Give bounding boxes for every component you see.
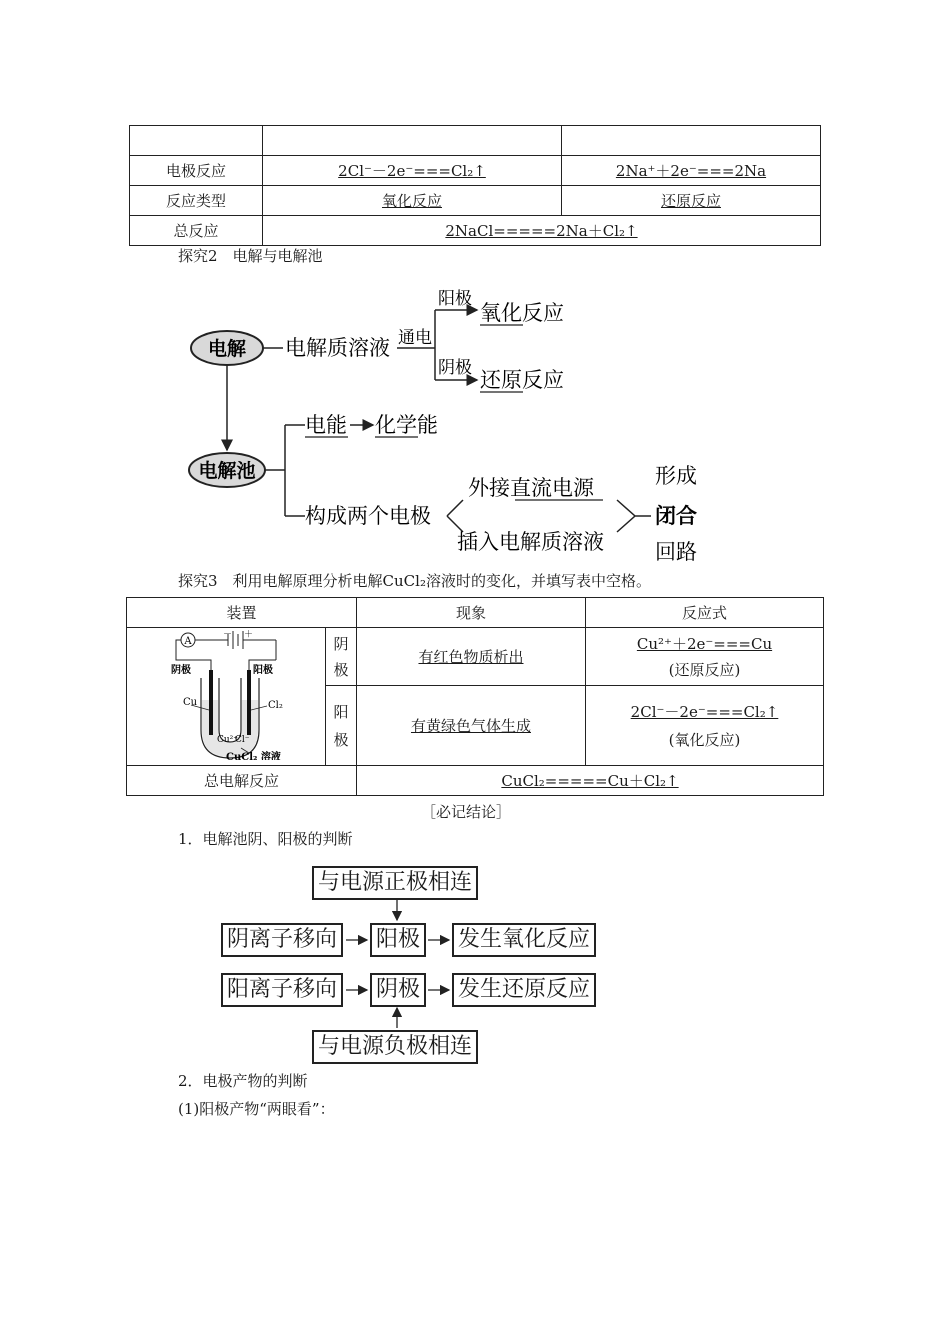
oxidation-box: 发生氧化反应 [452, 923, 596, 957]
svg-text:－: － [223, 629, 233, 640]
column-header: 反应式 [586, 598, 824, 628]
svg-text:阳极: 阳极 [253, 664, 273, 676]
table-cell [130, 126, 263, 156]
electrode-table [129, 125, 821, 246]
conclusion-subitem: (1)阳极产物“两眼看”： [178, 1100, 335, 1118]
table-cell [263, 126, 562, 156]
anode-box: 阳极 [370, 923, 426, 957]
energize-label: 通电 [398, 328, 432, 348]
reduction-label: 还原反应 [480, 368, 564, 392]
column-header: 现象 [357, 598, 586, 628]
svg-text:A: A [184, 635, 192, 647]
form-label: 形成 [655, 464, 697, 488]
total-label: 总电解反应 [127, 766, 357, 796]
svg-text:Cl₂: Cl₂ [268, 699, 283, 711]
anode-type: 氧化反应 [263, 186, 562, 216]
anode-phenomenon: 有黄绿色气体生成 [357, 686, 586, 766]
total-reaction: 2NaCl=====2Na＋Cl₂↑ [263, 216, 821, 246]
dc-source-label: 外接直流电源 [468, 476, 594, 500]
row-label: 反应类型 [130, 186, 263, 216]
two-electrodes-label: 构成两个电极 [305, 504, 431, 528]
svg-text:CuCl₂ 溶液: CuCl₂ 溶液 [226, 751, 281, 760]
row-label: 电极反应 [130, 156, 263, 186]
closed-label: 闭合 [655, 503, 697, 528]
conclusion-title: ［必记结论］ [421, 803, 512, 821]
electrode-label: 阴 极 [326, 628, 357, 686]
electrolysis-label: 电解 [207, 338, 247, 360]
svg-text:Cu²⁺: Cu²⁺ [217, 734, 239, 745]
electric-energy-label: 电能 [305, 413, 347, 437]
solution-label: 电解质溶液 [285, 336, 390, 360]
reduction-box: 发生还原反应 [452, 973, 596, 1007]
cathode-type: 还原反应 [562, 186, 821, 216]
row-label: 总反应 [130, 216, 263, 246]
apparatus-cell [127, 628, 326, 766]
total-equation: CuCl₂=====Cu＋Cl₂↑ [357, 766, 824, 796]
oxidation-label: 氧化反应 [480, 301, 564, 325]
table-cell [562, 126, 821, 156]
cathode-label: 阴极 [438, 358, 472, 378]
cell-label: 电解池 [198, 460, 256, 482]
cation-box: 阳离子移向 [221, 973, 343, 1007]
anode-label: 阳极 [438, 289, 472, 309]
anion-box: 阴离子移向 [221, 923, 343, 957]
electrode-label: 阳 极 [326, 686, 357, 766]
cathode-phenomenon: 有红色物质析出 [357, 628, 586, 686]
svg-text:Cl⁻: Cl⁻ [235, 734, 250, 745]
negative-terminal-box: 与电源负极相连 [312, 1030, 478, 1064]
electrolysis-diagram [185, 280, 725, 565]
insert-label: 插入电解质溶液 [457, 530, 604, 554]
column-header: 装置 [127, 598, 357, 628]
conclusion-item: 2．电极产物的判断 [178, 1072, 308, 1090]
cathode-equation: Cu²⁺＋2e⁻===Cu (还原反应) [586, 628, 824, 686]
anode-reaction: 2Cl⁻－2e⁻===Cl₂↑ [263, 156, 562, 186]
cathode-box: 阴极 [370, 973, 426, 1007]
section-heading: 探究3 利用电解原理分析电解CuCl₂溶液时的变化，并填写表中空格。 [178, 572, 651, 590]
chemical-energy-label: 化学能 [375, 413, 438, 437]
cathode-reaction: 2Na⁺＋2e⁻===2Na [562, 156, 821, 186]
section-heading: 探究2 电解与电解池 [178, 247, 323, 265]
loop-label: 回路 [655, 540, 697, 564]
svg-text:＋: ＋ [244, 629, 254, 640]
anode-equation: 2Cl⁻－2e⁻===Cl₂↑ (氧化反应) [586, 686, 824, 766]
apparatus-diagram [131, 630, 321, 760]
conclusion-item: 1．电解池阴、阳极的判断 [178, 830, 353, 848]
svg-text:Cu: Cu [183, 696, 198, 708]
svg-text:阴极: 阴极 [171, 664, 191, 676]
positive-terminal-box: 与电源正极相连 [312, 866, 478, 900]
cucl2-table [126, 597, 824, 796]
